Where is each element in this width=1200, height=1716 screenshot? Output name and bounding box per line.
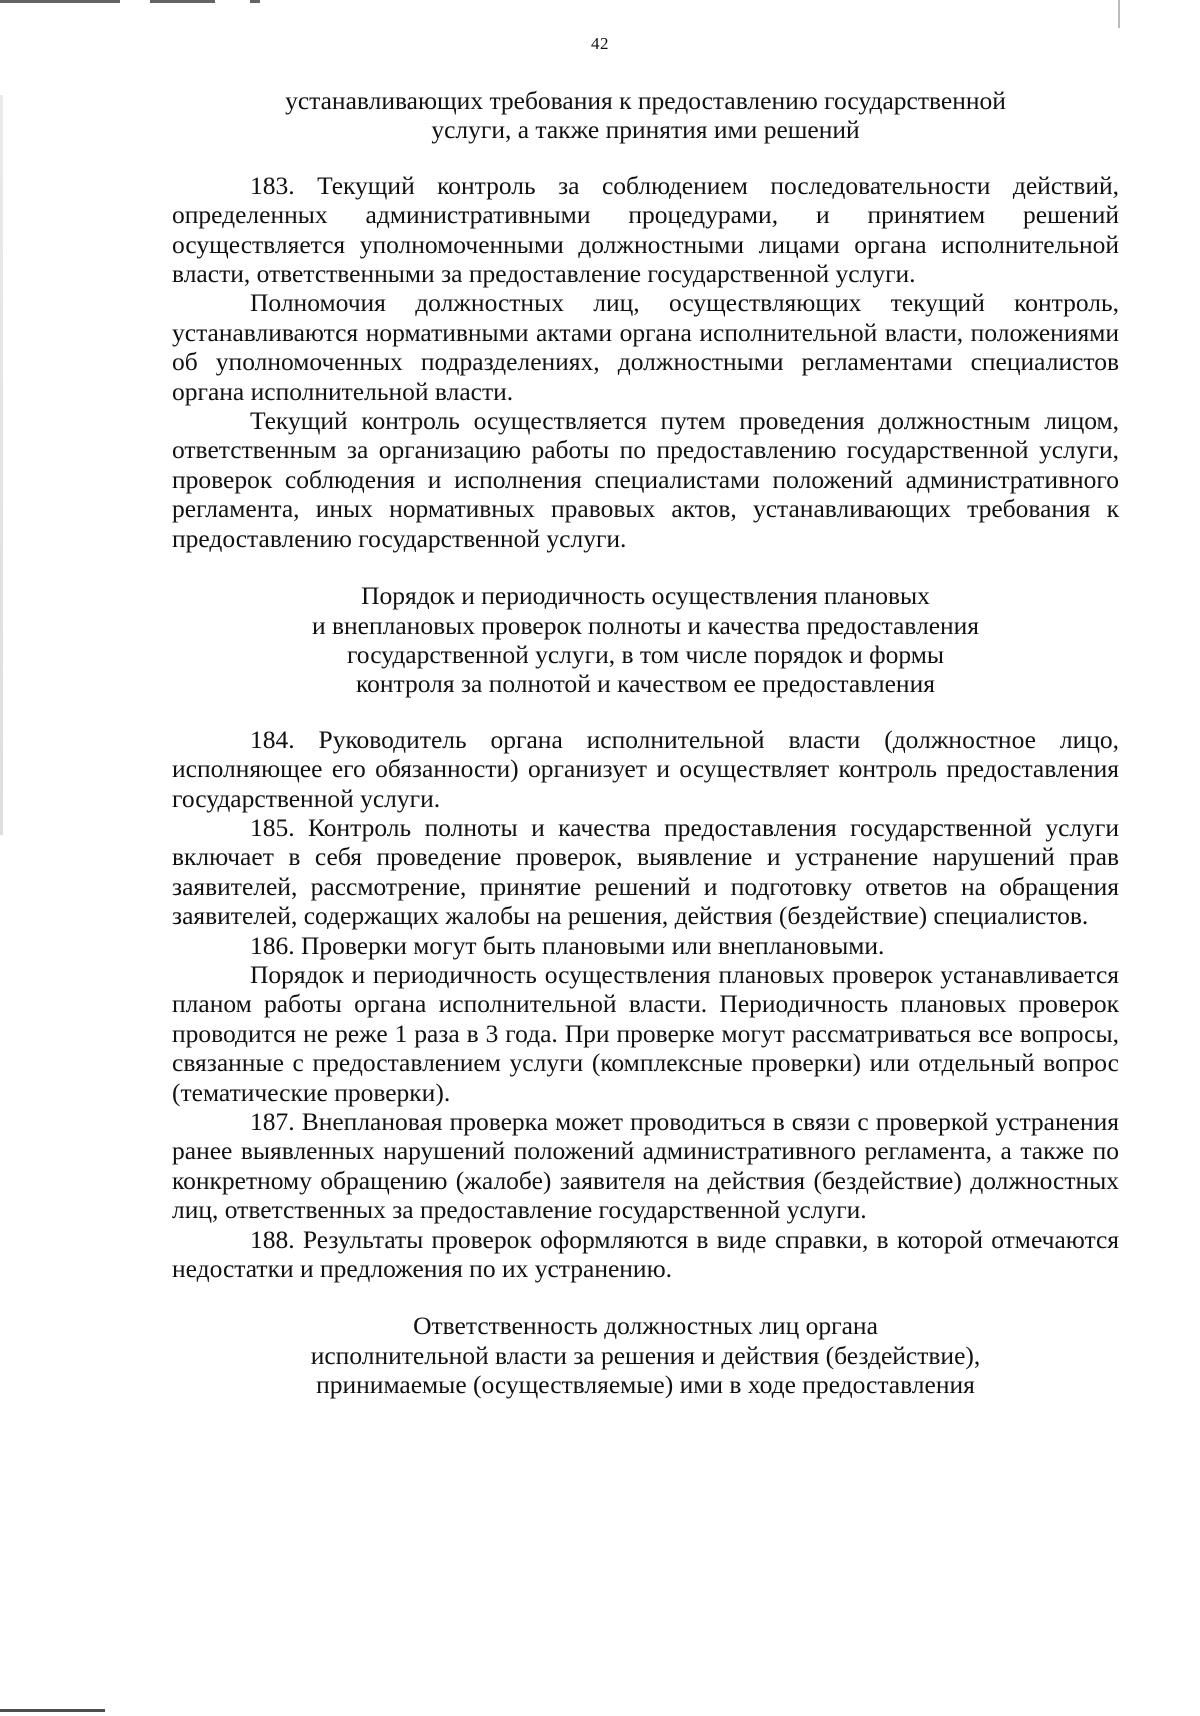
heading-line: и внеплановых проверок полноты и качества предоставления [311, 610, 980, 640]
paragraph-186: 186. Проверки могут быть плановыми или внеплановыми. [250, 930, 885, 960]
scan-artifact-top [0, 0, 400, 3]
paragraph-188: 188. Результаты проверок оформляются в виде справки, в которой отмечаются недостатки и предложения по их устранению. [172, 1224, 1119, 1284]
scan-artifact-left [0, 95, 3, 835]
paragraph-184: 184. Руководитель органа исполнительной власти (должностное лицо, исполняющее его обязанности) организует и осуществляет контроль предоставления государственной услуги. [172, 724, 1119, 813]
paragraph-inspection-order: Порядок и периодичность осуществления плановых проверок устанавливается планом работы органа исполнительной власти. Периодичность плановых проверок проводится не реже 1 раза в 3 года. При проверке могут рассматриваться все вопросы, связанные с предоставлением услуги (комплексные проверки) или отдельный вопрос (тематические проверки). [172, 959, 1119, 1107]
scan-artifact-bottom [0, 1709, 105, 1712]
heading-line: государственной услуги, в том числе порядок и формы [346, 639, 944, 669]
page-number: 42 [591, 34, 609, 53]
heading-continuation [172, 86, 1119, 145]
heading-line: контроля за полнотой и качеством ее предоставления [356, 669, 935, 699]
heading-responsibility [172, 1311, 1119, 1399]
heading-line: Порядок и периодичность осуществления плановых [361, 581, 930, 611]
paragraph-183: 183. Текущий контроль за соблюдением последовательности действий, определенных административными процедурами, и принятием решений осуществляется уполномоченными должностными лицами органа исполнительной власти, ответственными за предоставление государственной услуги. [172, 170, 1119, 289]
paragraph-powers: Полномочия должностных лиц, осуществляющих текущий контроль, устанавливаются нормативными актами органа исполнительной власти, положениями об уполномоченных подразделениях, должностными регламентами специалистов органа исполнительной власти. [172, 288, 1119, 406]
heading-line: принимаемые (осуществляемые) ими в ходе предоставления [316, 1370, 975, 1400]
heading-line: исполнительной власти за решения и действия (бездействие), [310, 1340, 981, 1370]
paragraph-187: 187. Внеплановая проверка может проводиться в связи с проверкой устранения ранее выявленных нарушений положений административного регламента, а также по конкретному обращению (жалобе) заявителя на действия (бездействие) должностных лиц, ответственных за предоставление государственной услуги. [172, 1107, 1119, 1225]
heading-line: устанавливающих требования к предоставлению государственной [285, 86, 1006, 115]
heading-inspections [172, 581, 1119, 699]
document-body [172, 86, 1119, 1400]
paragraph-185: 185. Контроль полноты и качества предоставления государственной услуги включает в себя проведение проверок, выявление и устранение нарушений прав заявителей, рассмотрение, принятие решений и подготовку ответов на обращения заявителей, содержащих жалобы на решения, действия (бездействие) специалистов. [172, 812, 1119, 931]
paragraph-current-control: Текущий контроль осуществляется путем проведения должностным лицом, ответственным за организацию работы по предоставлению государственной услуги, проверок соблюдения и исполнения специалистами положений административного регламента, иных нормативных правовых актов, устанавливающих требования к предоставлению государственной услуги. [172, 406, 1119, 553]
heading-line: Ответственность должностных лиц органа [413, 1311, 878, 1341]
scan-artifact-right [1118, 0, 1120, 28]
heading-line: услуги, а также принятия ими решений [431, 115, 860, 145]
